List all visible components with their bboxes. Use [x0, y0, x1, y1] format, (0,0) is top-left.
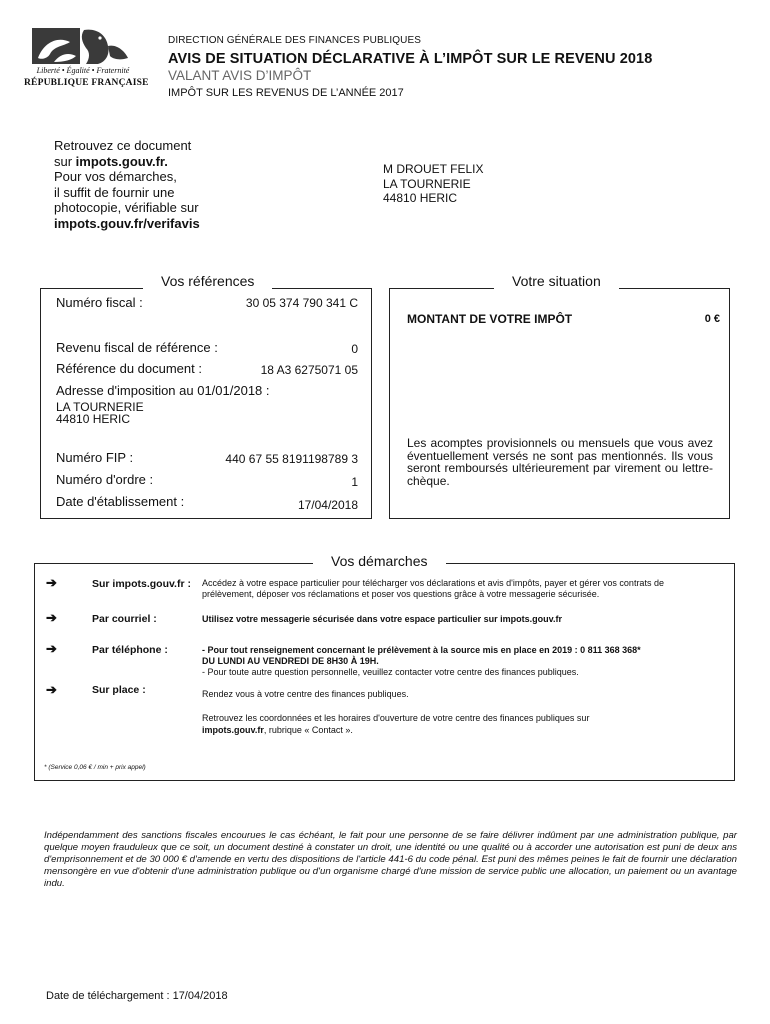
- demarche-text: Accédez à votre espace particulier pour télécharger vos déclarations et avis d'impôts, payer et gérer vos contrats de: [202, 578, 664, 588]
- numero-fiscal-value: 30 05 374 790 341 C: [245, 296, 358, 310]
- verifavis-link[interactable]: impots.gouv.fr/verifavis: [54, 215, 200, 231]
- republique-francaise-logo: [24, 24, 149, 94]
- reference-document-label: Référence du document :: [56, 361, 202, 376]
- service-cost-footnote: * (Service 0,06 € / min + prix appel): [44, 764, 146, 771]
- income-year-label: IMPÔT SUR LES REVENUS DE L’ANNÉE 2017: [168, 87, 404, 99]
- recipient-address-line: 44810 HERIC: [383, 191, 458, 205]
- numero-fiscal-label: Numéro fiscal :: [56, 295, 143, 310]
- revenu-fiscal-value: 0: [351, 342, 358, 356]
- recipient-address-line: LA TOURNERIE: [383, 176, 471, 191]
- arrow-right-icon: ➔: [46, 641, 57, 656]
- date-etablissement-value: 17/04/2018: [297, 498, 358, 512]
- impots-link[interactable]: impots.gouv.fr: [202, 725, 264, 735]
- acomptes-note: Les acomptes provisionnels ou mensuels que vous avez éventuellement versés ne sont pas mentionnés. Ils vous seront remboursés ultérieurement par virement ou lettre-chèque.: [407, 436, 713, 488]
- intro-line: il suffit de fournir une: [54, 184, 175, 200]
- demarche-text: prélèvement, déposer vos réclamations et poser vos questions grâce à votre messagerie sécurisée.: [202, 589, 600, 599]
- adresse-imposition-line: 44810 HERIC: [56, 412, 131, 426]
- adresse-imposition-label: Adresse d'imposition au 01/01/2018 :: [56, 383, 270, 398]
- document-subtitle: VALANT AVIS D’IMPÔT: [168, 68, 312, 83]
- document-title: AVIS DE SITUATION DÉCLARATIVE À L’IMPÔT SUR LE REVENU 2018: [168, 51, 653, 67]
- arrow-right-icon: ➔: [46, 682, 57, 697]
- montant-impot-value: 0 €: [704, 313, 720, 325]
- recipient-name: M DROUET FELIX: [383, 162, 484, 176]
- republique-motto: Liberté • Égalité • Fraternité: [36, 66, 130, 75]
- numero-fip-value: 440 67 55 8191198789 3: [225, 452, 358, 466]
- download-date: Date de téléchargement : 17/04/2018: [46, 990, 228, 1002]
- demarche-text: Retrouvez les coordonnées et les horaires d'ouverture de votre centre des finances publiques sur: [202, 713, 590, 723]
- demarche-label-sur-place: Sur place :: [92, 684, 146, 696]
- intro-line: Pour vos démarches,: [54, 169, 177, 184]
- adresse-imposition-line: LA TOURNERIE: [56, 400, 144, 414]
- intro-line: [54, 216, 254, 232]
- marianne-icon: [24, 24, 142, 70]
- intro-block: [54, 138, 254, 231]
- numero-ordre-label: Numéro d'ordre :: [56, 472, 154, 487]
- intro-line: photocopie, vérifiable sur: [54, 200, 199, 215]
- demarche-text: - Pour toute autre question personnelle, veuillez contacter votre centre des finances publiques.: [202, 667, 579, 677]
- revenu-fiscal-label: Revenu fiscal de référence :: [56, 340, 218, 355]
- demarche-text: DU LUNDI AU VENDREDI DE 8H30 À 19H.: [202, 656, 379, 666]
- situation-legend: Votre situation: [494, 273, 619, 289]
- impots-link[interactable]: impots.gouv.fr.: [75, 153, 168, 169]
- direction-label: DIRECTION GÉNÉRALE DES FINANCES PUBLIQUES: [168, 35, 422, 46]
- demarche-label-telephone: Par téléphone :: [92, 644, 168, 656]
- arrow-right-icon: ➔: [46, 610, 57, 625]
- arrow-right-icon: ➔: [46, 575, 57, 590]
- demarche-label-internet: Sur impots.gouv.fr :: [92, 578, 191, 590]
- demarche-label-courriel: Par courriel :: [92, 613, 157, 625]
- date-etablissement-label: Date d'établissement :: [56, 494, 185, 509]
- demarche-text: Rendez vous à votre centre des finances publiques.: [202, 689, 409, 699]
- intro-line: sur impots.gouv.fr.: [54, 153, 168, 169]
- recipient-address: [383, 162, 483, 206]
- demarche-text: Utilisez votre messagerie sécurisée dans votre espace particulier sur impots.gouv.fr: [202, 614, 562, 624]
- demarche-text: - Pour tout renseignement concernant le prélèvement à la source mis en place en 2019 : 0 811 368 368*: [202, 645, 641, 655]
- numero-ordre-value: 1: [351, 475, 358, 489]
- reference-document-value: 18 A3 6275071 05: [260, 363, 358, 377]
- intro-line: Retrouvez ce document: [54, 138, 192, 153]
- numero-fip-label: Numéro FIP :: [56, 450, 134, 465]
- references-legend: Vos références: [143, 273, 272, 289]
- legal-notice: Indépendamment des sanctions fiscales encourues le cas échéant, le fait pour une personne de se faire délivrer indûment par une administration publique, par quelque moyen frauduleux que ce soit, un document destiné à constater un droit, une identité ou une qualité ou à accorder une autorisation est puni de deux ans d'emprisonnement et de 30 000 € d'amende en vertu des dispositions de l'article 441-6 du code pénal. Est puni des mêmes peines le fait de fournir une déclaration mensongère en vue d'obtenir d'une administration publique ou d'un organisme chargé d'une mission de service public une allocation, un paiement ou un avantage indu.: [44, 830, 737, 889]
- montant-impot-label: MONTANT DE VOTRE IMPÔT: [407, 312, 573, 326]
- demarche-text: impots.gouv.fr, rubrique « Contact ».: [202, 725, 353, 735]
- demarches-legend: Vos démarches: [313, 553, 446, 569]
- republique-francaise-label: RÉPUBLIQUE FRANÇAISE: [24, 78, 149, 88]
